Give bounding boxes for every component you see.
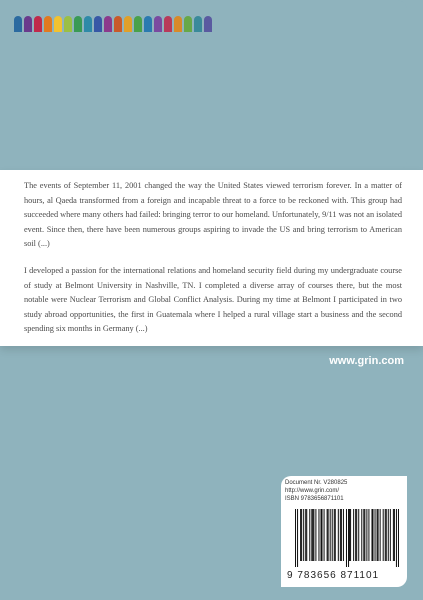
color-strip-segment — [124, 16, 132, 32]
isbn-label: ISBN 9783656871101 — [285, 496, 344, 502]
color-strip-segment — [84, 16, 92, 32]
color-strip — [14, 16, 214, 32]
color-strip-segment — [24, 16, 32, 32]
color-strip-segment — [74, 16, 82, 32]
blurb-text — [24, 179, 402, 349]
color-strip-segment — [134, 16, 142, 32]
publisher-url[interactable]: www.grin.com — [329, 355, 404, 367]
color-strip-segment — [54, 16, 62, 32]
color-strip-segment — [94, 16, 102, 32]
color-strip-segment — [144, 16, 152, 32]
color-strip-segment — [174, 16, 182, 32]
blurb-paragraph-1: The events of September 11, 2001 changed the way the United States viewed terrorism forever. In a matter of hours, al Qaeda transformed from a foreign and incapable threat to a force to be reckoned with. This group had succeeded where many others had failed: bringing terror to our homeland. Unfortunately, 9/11 was not an isolated event. Since then, there have been numerous groups aspiring to invade the US and bring terrorism to American soil (...) — [24, 181, 402, 249]
color-strip-segment — [154, 16, 162, 32]
color-strip-segment — [114, 16, 122, 32]
document-number: Document Nr. V280825 — [285, 480, 348, 486]
barcode-meta — [285, 479, 347, 503]
color-strip-segment — [204, 16, 212, 32]
barcode-icon — [295, 509, 399, 567]
barcode-box — [281, 476, 407, 587]
color-strip-segment — [184, 16, 192, 32]
color-strip-segment — [14, 16, 22, 32]
color-strip-segment — [194, 16, 202, 32]
barcode-number: 9 783656 871101 — [287, 570, 380, 581]
color-strip-segment — [44, 16, 52, 32]
color-strip-segment — [164, 16, 172, 32]
document-url[interactable]: http://www.grin.com/ — [285, 488, 340, 494]
color-strip-segment — [64, 16, 72, 32]
color-strip-segment — [34, 16, 42, 32]
color-strip-segment — [104, 16, 112, 32]
blurb-paragraph-2: I developed a passion for the international relations and homeland security field during my undergraduate course of study at Belmont University in Nashville, TN. I completed a diverse array of courses there, but the most notable were Nuclear Terrorism and Global Conflict Analysis. During my time at Belmont I participated in two study abroad opportunities, the first in Guatemala where I helped a rural village start a business and the second spending six months in Germany (...) — [24, 265, 402, 334]
